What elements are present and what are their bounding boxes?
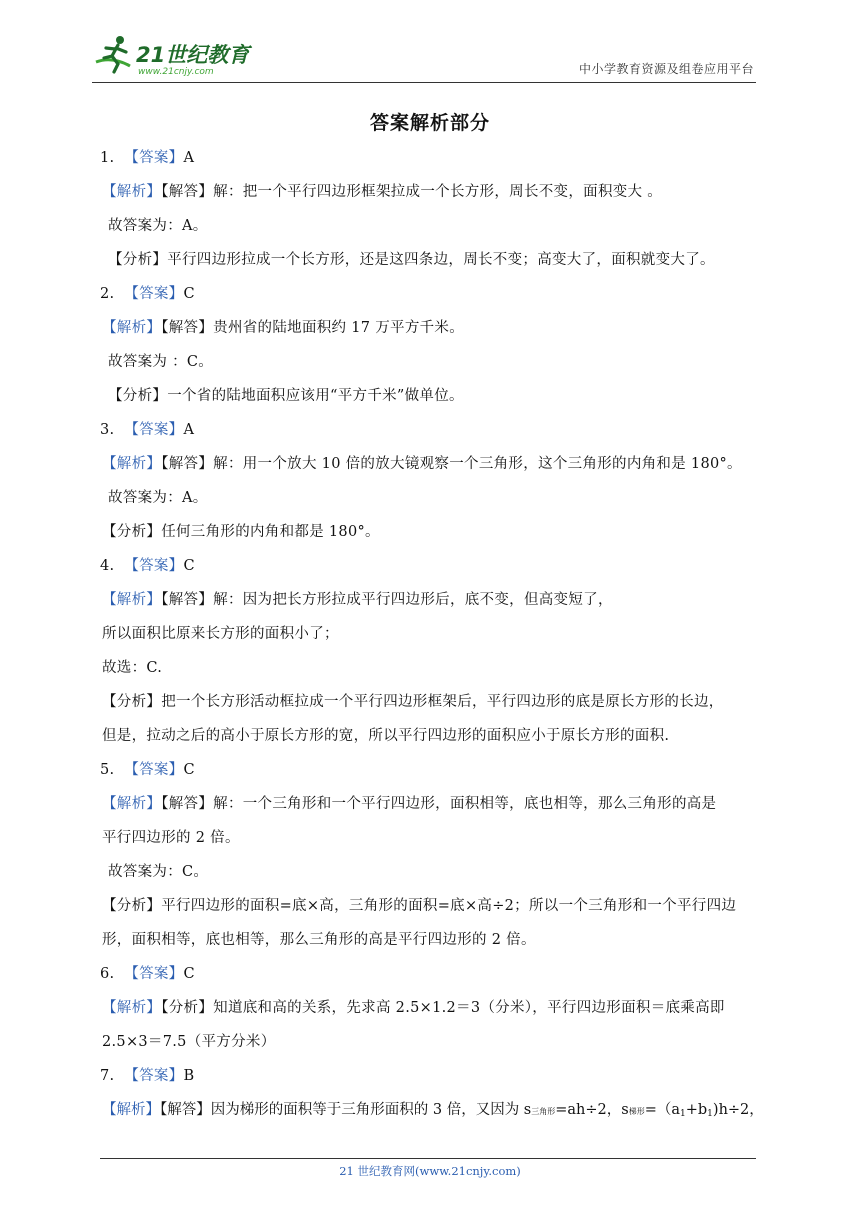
jieda-tag: 【解答】 — [161, 320, 214, 336]
item-6-answer-line — [100, 964, 195, 984]
item-number: 5. — [100, 762, 115, 778]
jieda-tag: 【解答】 — [161, 796, 214, 812]
jieda-text: 贵州省的陆地面积约 17 万平方千米。 — [213, 320, 465, 336]
item-5-fenxi — [102, 896, 736, 916]
item-2-jieda — [102, 318, 464, 338]
platform-name: 中小学教育资源及组卷应用平台 — [578, 62, 754, 76]
item-4-fenxi — [102, 692, 724, 712]
subscript-trapezoid: 梯形 — [628, 1107, 645, 1116]
item-2-fenxi — [108, 386, 464, 406]
jiexi-tag: 【解析】 — [102, 184, 162, 200]
answer-value: C — [183, 558, 195, 574]
fenxi-tag: 【分析】 — [102, 694, 162, 710]
fenxi-tag: 【分析】 — [161, 1000, 214, 1016]
site-logo[interactable] — [92, 32, 262, 78]
item-7-answer-line — [100, 1066, 194, 1086]
item-4-jieda — [102, 590, 613, 610]
fenxi-tag: 【分析】 — [102, 898, 162, 914]
jiexi-tag: 【解析】 — [102, 592, 162, 608]
item-2-conclusion: 故答案为 ：C。 — [108, 354, 214, 370]
item-5-jieda — [102, 794, 716, 814]
fenxi-text: 平行四边形拉成一个长方形，还是这四条边，周长不变；高变大了，面积就变大了。 — [167, 252, 715, 268]
runner-logo-icon — [92, 32, 262, 78]
item-5-answer-line — [100, 760, 195, 780]
footer-divider — [100, 1158, 756, 1159]
jieda-text: 解：一个三角形和一个平行四边形，面积相等，底也相等，那么三角形的高是 — [213, 796, 717, 812]
page-footer[interactable]: 21 世纪教育网(www.21cnjy.com) — [339, 1164, 521, 1178]
answer-value: A — [183, 150, 195, 166]
answer-tag: 【答案】 — [124, 762, 184, 778]
fenxi-text: 任何三角形的内角和都是 180°。 — [161, 524, 380, 540]
fenxi-text: 知道底和高的关系，先求高 2.5×1.2＝3（分米），平行四边形面积＝底乘高即 — [213, 1000, 725, 1016]
item-number: 7. — [100, 1068, 115, 1084]
subscript-a1: 1 — [680, 1109, 686, 1119]
item-number: 6. — [100, 966, 115, 982]
jieda-text-d: +b — [685, 1102, 708, 1118]
answer-tag: 【答案】 — [124, 1068, 184, 1084]
item-1-jieda — [102, 182, 662, 202]
fenxi-tag: 【分析】 — [108, 252, 168, 268]
answer-value: B — [183, 1068, 195, 1084]
item-4-conclusion: 故选：C. — [102, 660, 163, 676]
answer-tag: 【答案】 — [124, 422, 184, 438]
item-1-answer-line — [100, 148, 194, 168]
item-3-answer-line — [100, 420, 194, 440]
jieda-text: 解：因为把长方形拉成平行四边形后，底不变，但高变短了， — [213, 592, 613, 608]
item-2-answer-line — [100, 284, 195, 304]
svg-text:21世纪教育: 21世纪教育 — [136, 43, 250, 67]
subscript-triangle: 三角形 — [531, 1107, 556, 1116]
jiexi-tag: 【解析】 — [102, 1000, 162, 1016]
answer-value: C — [183, 762, 195, 778]
jiexi-tag: 【解析】 — [102, 320, 162, 336]
item-number: 1. — [100, 150, 115, 166]
item-4-jieda-cont: 所以面积比原来长方形的面积小了； — [102, 626, 339, 642]
item-number: 3. — [100, 422, 115, 438]
answer-value: C — [183, 286, 195, 302]
item-6-fenxi — [102, 998, 725, 1018]
item-3-jieda — [102, 454, 742, 474]
fenxi-text: 平行四边形的面积=底×高，三角形的面积=底×高÷2；所以一个三角形和一个平行四边 — [161, 898, 737, 914]
answer-value: C — [183, 966, 195, 982]
page-title: 答案解析部分 — [369, 112, 490, 134]
answer-tag: 【答案】 — [124, 558, 184, 574]
answer-tag: 【答案】 — [124, 286, 184, 302]
item-7-jieda — [102, 1100, 764, 1124]
jiexi-tag: 【解析】 — [102, 796, 162, 812]
item-6-fenxi-cont: 2.5×3＝7.5（平方分米） — [102, 1034, 276, 1050]
item-5-fenxi-cont: 形，面积相等，底也相等，那么三角形的高是平行四边形的 2 倍。 — [102, 932, 536, 948]
jieda-tag: 【解答】 — [161, 184, 214, 200]
jieda-tag: 【解答】 — [160, 1102, 211, 1118]
jieda-text: 解：用一个放大 10 倍的放大镜观察一个三角形，这个三角形的内角和是 180°。 — [213, 456, 742, 472]
subscript-b1: 1 — [707, 1109, 713, 1119]
page-header — [92, 30, 756, 83]
jieda-text-c: =（a — [644, 1102, 680, 1118]
jieda-tag: 【解答】 — [161, 592, 214, 608]
answer-tag: 【答案】 — [124, 150, 184, 166]
item-number: 4. — [100, 558, 115, 574]
jieda-tag: 【解答】 — [161, 456, 214, 472]
jiexi-tag: 【解析】 — [102, 1102, 160, 1118]
svg-text:www.21cnjy.com: www.21cnjy.com — [138, 67, 214, 77]
fenxi-text: 把一个长方形活动框拉成一个平行四边形框架后，平行四边形的底是原长方形的长边， — [161, 694, 724, 710]
answer-value: A — [183, 422, 195, 438]
jieda-text-e: )h÷2， — [712, 1102, 764, 1118]
answer-tag: 【答案】 — [124, 966, 184, 982]
item-5-jieda-cont: 平行四边形的 2 倍。 — [102, 830, 240, 846]
fenxi-tag: 【分析】 — [108, 388, 168, 404]
item-4-answer-line — [100, 556, 195, 576]
jieda-text-a: 因为梯形的面积等于三角形面积的 3 倍，又因为 s — [210, 1102, 532, 1118]
jiexi-tag: 【解析】 — [102, 456, 162, 472]
jieda-text-b: =ah÷2，s — [555, 1102, 629, 1118]
item-3-conclusion: 故答案为：A。 — [108, 490, 208, 506]
item-1-conclusion: 故答案为：A。 — [108, 218, 208, 234]
jieda-text: 解：把一个平行四边形框架拉成一个长方形，周长不变，面积变大 。 — [213, 184, 663, 200]
fenxi-tag: 【分析】 — [102, 524, 162, 540]
item-3-fenxi — [102, 522, 380, 542]
item-1-fenxi — [108, 250, 715, 270]
item-number: 2. — [100, 286, 115, 302]
item-4-fenxi-cont: 但是，拉动之后的高小于原长方形的宽，所以平行四边形的面积应小于原长方形的面积. — [102, 728, 670, 744]
fenxi-text: 一个省的陆地面积应该用“平方千米”做单位。 — [167, 388, 464, 404]
item-5-conclusion: 故答案为：C。 — [108, 864, 209, 880]
